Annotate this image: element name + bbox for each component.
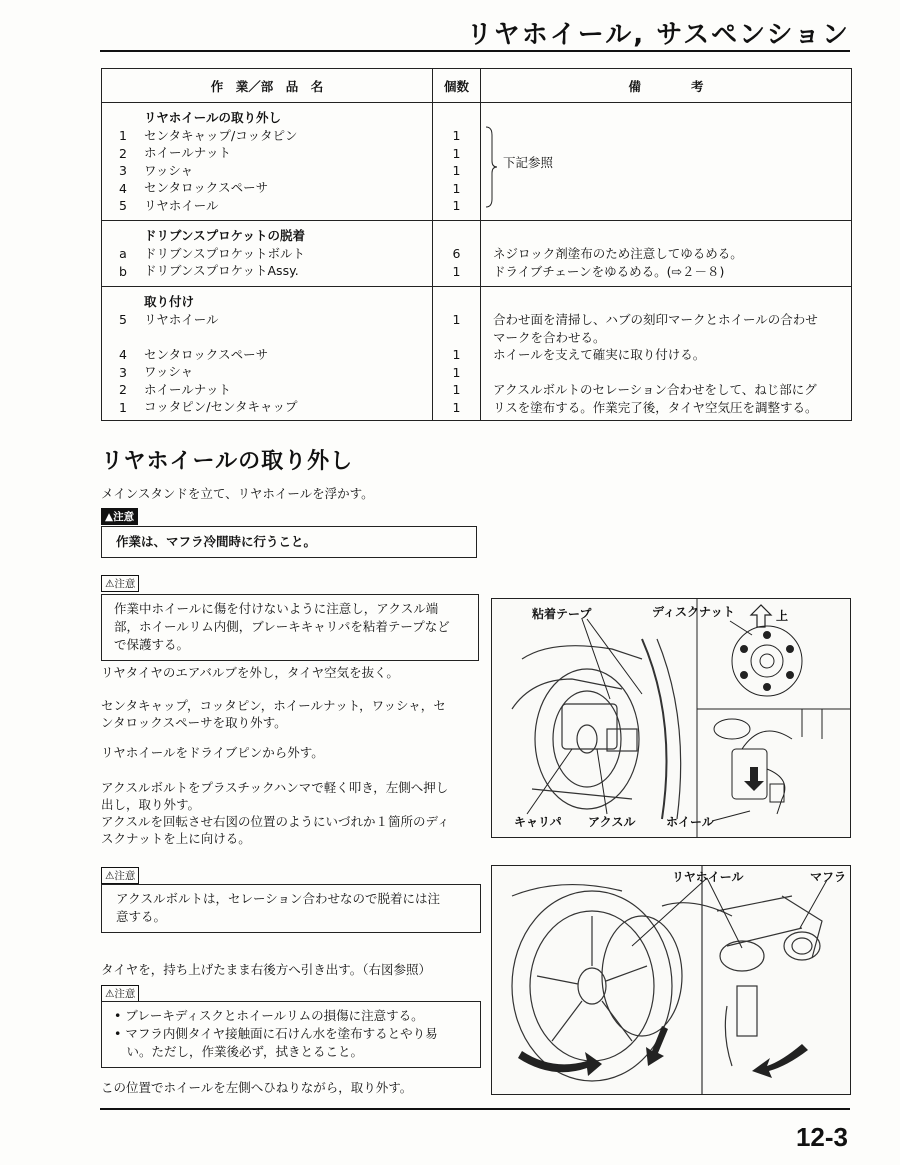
caution-icon: ⚠ xyxy=(105,870,115,882)
caliper-illustration xyxy=(492,599,850,837)
caution-box-3 xyxy=(101,1001,481,1068)
caution-box-1 xyxy=(101,594,479,661)
caution-badge-label: 注意 xyxy=(114,578,136,590)
caution-line: 作業中ホイールに傷を付けないように注意し，アクスル端 xyxy=(114,601,439,616)
step-line: スクナットを上に向ける。 xyxy=(101,831,251,846)
row-qty xyxy=(433,329,480,347)
note-text: マークを合わせる。 xyxy=(493,329,606,345)
label-caliper: キャリパ xyxy=(514,815,562,829)
wheel-removal-illustration xyxy=(492,866,850,1094)
down-arrow-icon xyxy=(744,767,764,791)
page-number: 12-3 xyxy=(795,1122,848,1152)
group-title: ドリブンスプロケットの脱着 xyxy=(144,228,306,243)
caution-badge xyxy=(101,572,139,592)
caution-badge xyxy=(101,864,139,884)
row-name: ホイールナット xyxy=(144,145,232,160)
warning-badge-label: 注意 xyxy=(113,511,135,523)
caution-icon: ⚠ xyxy=(105,988,115,1000)
step-line: 出し，取り外す。 xyxy=(101,797,201,812)
warning-icon: ▲ xyxy=(105,511,114,523)
figure-caliper-axle xyxy=(491,598,851,838)
step-line: ンタロックスペーサを取り外す。 xyxy=(101,715,287,730)
curve-arrow-icon xyxy=(752,1044,808,1078)
row-no: 2 xyxy=(119,382,127,397)
row-no: 5 xyxy=(119,312,127,327)
caution-badge xyxy=(101,982,139,1002)
caution-line: アクスルボルトは，セレーション合わせなので脱着には注 xyxy=(116,891,441,906)
row-qty: 1 xyxy=(452,128,461,143)
group-title: 取り付け xyxy=(144,294,195,309)
row-qty: 1 xyxy=(452,163,461,178)
footer-rule xyxy=(100,1108,850,1110)
row-qty: 1 xyxy=(452,399,461,415)
row-name: リヤホイール xyxy=(144,311,219,327)
step-text xyxy=(101,779,450,847)
row-no: 3 xyxy=(119,364,127,380)
row-qty: 1 xyxy=(452,198,461,213)
row-qty: 6 xyxy=(452,246,461,261)
header-note: 備 考 xyxy=(481,69,852,103)
table-group-install xyxy=(102,287,852,421)
label-axle: アクスル xyxy=(588,815,636,829)
table-header-row xyxy=(102,69,852,103)
row-no: 5 xyxy=(119,198,127,213)
row-name: センタロックスペーサ xyxy=(144,180,269,195)
brace-icon xyxy=(484,125,498,209)
parts-table xyxy=(101,68,852,421)
row-no: 3 xyxy=(119,163,127,178)
rotate-arrow-icon xyxy=(518,1051,602,1076)
row-name xyxy=(144,328,432,346)
row-no: 2 xyxy=(119,145,127,161)
intro-text: メインスタンドを立て、リヤホイールを浮かす。 xyxy=(101,486,374,501)
row-name: ホイールナット xyxy=(144,381,232,397)
step-line: センタキャップ，コッタピン，ホイールナット，ワッシャ，セ xyxy=(101,698,446,713)
warning-box: 作業は、マフラ冷間時に行うこと。 xyxy=(101,526,477,558)
table-group-sprocket xyxy=(102,221,852,287)
caution-line: • マフラ内側タイヤ接触面に石けん水を塗布するとやり易 xyxy=(114,1026,438,1041)
row-name: ドリブンスプロケットボルト xyxy=(144,245,306,261)
row-no: a xyxy=(119,246,127,261)
header-rule xyxy=(100,50,850,52)
row-qty: 1 xyxy=(452,263,461,279)
label-disc-nut: ディスクナット xyxy=(652,605,735,619)
group-title: リヤホイールの取り外し xyxy=(144,110,282,125)
row-qty: 1 xyxy=(452,364,461,380)
step-text xyxy=(101,697,446,731)
label-tape: 粘着テープ xyxy=(532,607,592,621)
row-name: センタキャップ/コッタピン xyxy=(144,127,298,143)
caution-line: 意する。 xyxy=(116,909,167,924)
caution-line: • ブレーキディスクとホイールリムの損傷に注意する。 xyxy=(114,1008,424,1023)
note-text xyxy=(493,364,851,382)
caution-badge-label: 注意 xyxy=(114,988,136,1000)
row-name: ワッシャ xyxy=(144,162,194,178)
caution-line: 部，ホイールリム内側，ブレーキキャリパを粘着テープなど xyxy=(114,619,450,634)
label-muffler: マフラ xyxy=(810,870,847,884)
header-work: 作 業／部 品 名 xyxy=(102,69,433,103)
label-up: 上 xyxy=(776,609,789,623)
row-qty: 1 xyxy=(452,180,461,196)
row-qty: 1 xyxy=(452,382,461,397)
note-text: 合わせ面を清掃し、ハブの刻印マークとホイールの合わせ xyxy=(493,312,818,327)
row-name: コッタピン/センタキャップ xyxy=(144,399,298,414)
row-no: 1 xyxy=(119,399,127,415)
step-text: タイヤを，持ち上げたまま右後方へ引き出す。（右図参照） xyxy=(101,962,432,977)
table-group-removal xyxy=(102,103,852,221)
row-no: 4 xyxy=(119,347,127,362)
note-text: アクスルボルトのセレーション合わせをして、ねじ部にグ xyxy=(493,382,817,397)
caution-badge-label: 注意 xyxy=(114,870,136,882)
row-name: ワッシャ xyxy=(144,364,194,379)
row-name: リヤホイール xyxy=(144,197,219,213)
row-name: センタロックスペーサ xyxy=(144,346,269,362)
caution-box-2 xyxy=(101,884,481,933)
row-qty: 1 xyxy=(452,347,461,362)
row-qty: 1 xyxy=(452,312,461,327)
figure-wheel-removal xyxy=(491,865,851,1095)
note-text: ホイールを支えて確実に取り付ける。 xyxy=(493,347,706,362)
row-no: 4 xyxy=(119,180,127,196)
note-text: リスを塗布する。作業完了後，タイヤ空気圧を調整する。 xyxy=(493,399,818,415)
caution-line: い。ただし，作業後必ず，拭きとること。 xyxy=(114,1044,364,1059)
step-text: リヤタイヤのエアバルブを外し，タイヤ空気を抜く。 xyxy=(101,665,399,680)
row-no xyxy=(102,329,144,347)
note-text: ドライブチェーンをゆるめる。(⇨２－８) xyxy=(493,263,725,279)
row-qty: 1 xyxy=(452,145,461,161)
row-no: 1 xyxy=(119,128,127,143)
up-arrow-icon xyxy=(751,605,771,627)
row-no: b xyxy=(119,263,127,279)
header-qty: 個数 xyxy=(433,69,481,103)
note-text: ネジロック剤塗布のため注意してゆるめる。 xyxy=(493,246,743,261)
section-title: リヤホイールの取り外し xyxy=(101,449,354,474)
step-text: この位置でホイールを左側へひねりながら，取り外す。 xyxy=(101,1080,413,1095)
step-text: リヤホイールをドライブピンから外す。 xyxy=(101,745,324,760)
chapter-title: リヤホイール, サスペンション xyxy=(466,20,850,50)
note-text: 下記参照 xyxy=(503,154,554,170)
warning-badge xyxy=(101,505,138,525)
row-name: ドリブンスプロケットAssy. xyxy=(144,263,299,278)
caution-line: で保護する。 xyxy=(114,637,190,652)
caution-icon: ⚠ xyxy=(105,578,115,590)
step-line: アクスルを回転させ右図の位置のようにいづれか１箇所のディ xyxy=(101,814,450,829)
step-line: アクスルボルトをプラスチックハンマで軽く叩き，左側へ押し xyxy=(101,780,449,795)
label-wheel: ホイール xyxy=(666,815,714,829)
label-rear-wheel: リヤホイール xyxy=(672,870,744,884)
